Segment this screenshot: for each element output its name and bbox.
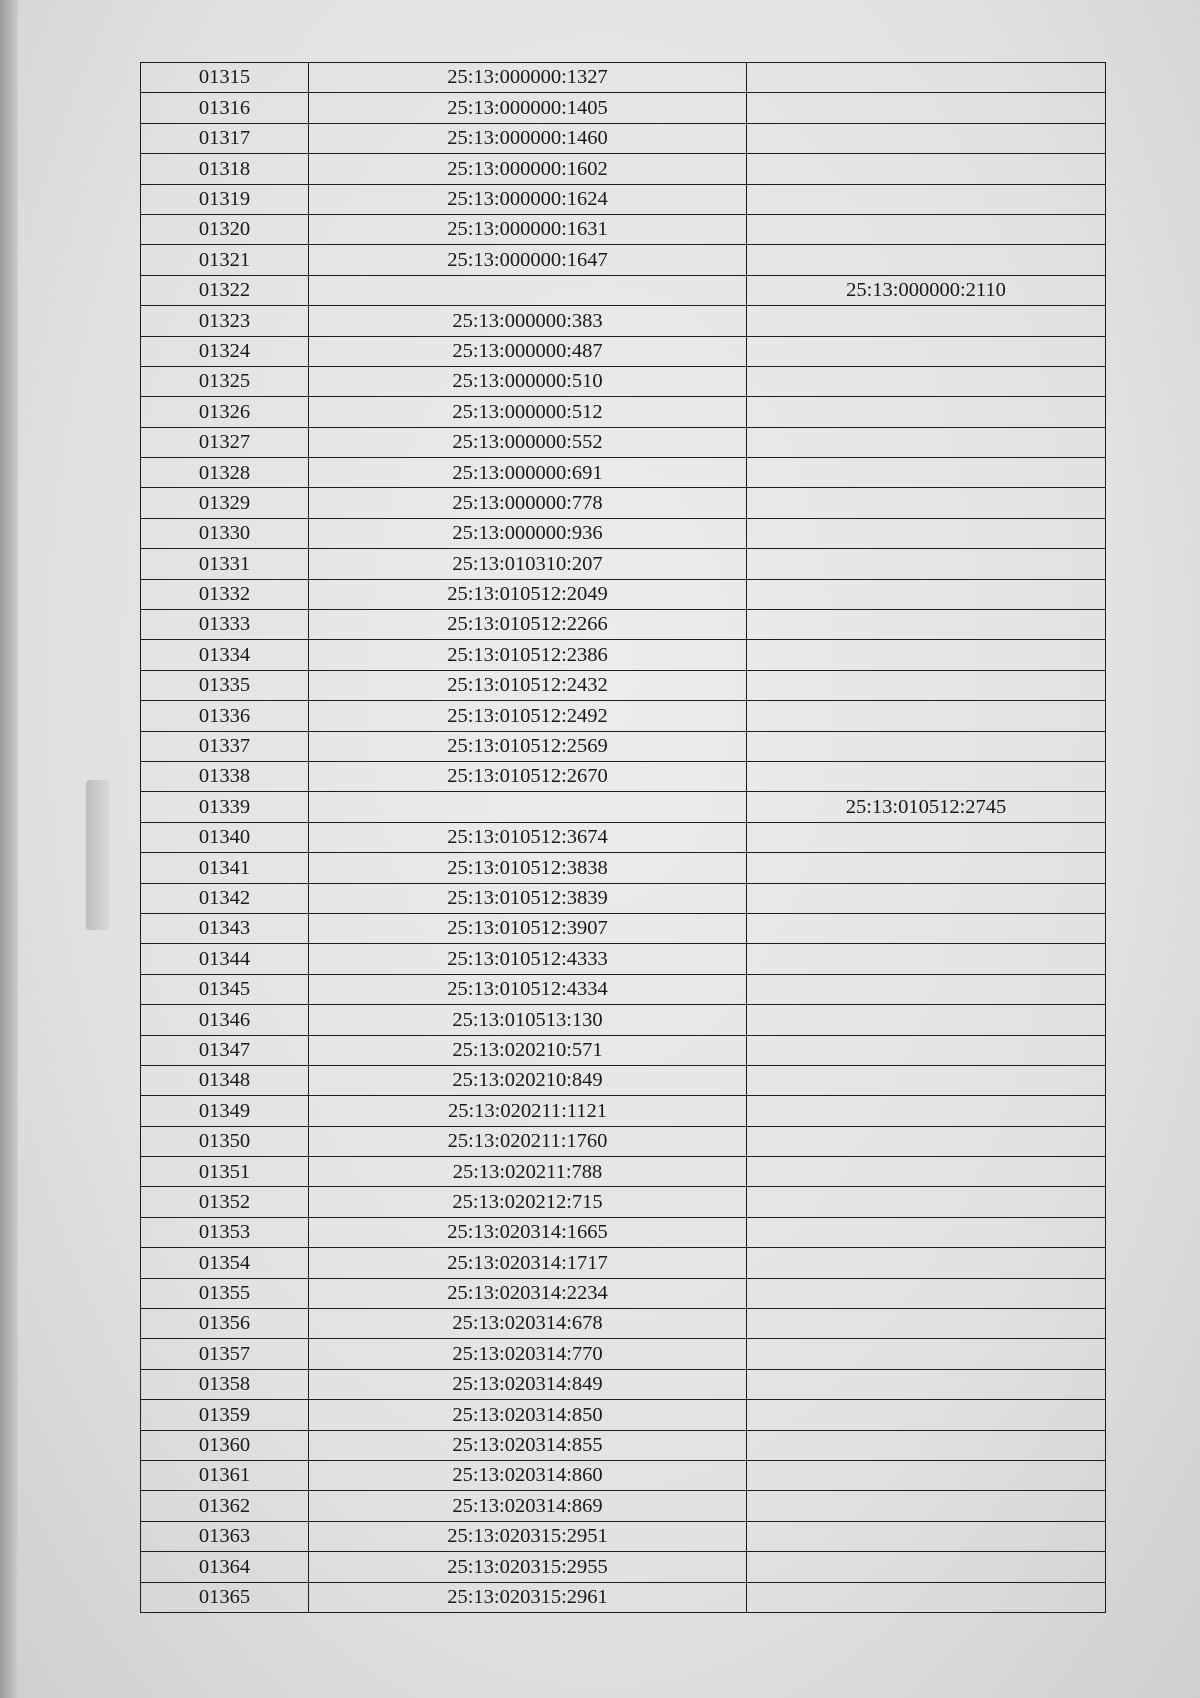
table-row [141,154,1106,184]
extra-cadastral-number-cell [747,1339,1106,1369]
table-row [141,1339,1106,1369]
row-number-cell: 01328 [141,458,309,488]
cadastral-number-cell: 25:13:010512:2670 [309,761,747,791]
table-row [141,306,1106,336]
row-number-cell: 01343 [141,913,309,943]
row-number-cell: 01337 [141,731,309,761]
cadastral-number-cell: 25:13:010310:207 [309,549,747,579]
extra-cadastral-number-cell [747,366,1106,396]
table-row [141,458,1106,488]
extra-cadastral-number-cell [747,123,1106,153]
table-row [141,1126,1106,1156]
cadastral-number-cell: 25:13:010512:4334 [309,974,747,1004]
cadastral-number-cell: 25:13:020315:2955 [309,1552,747,1582]
extra-cadastral-number-cell [747,701,1106,731]
row-number-cell: 01317 [141,123,309,153]
cadastral-number-cell: 25:13:010512:3839 [309,883,747,913]
extra-cadastral-number-cell [747,1430,1106,1460]
cadastral-number-cell: 25:13:010512:3907 [309,913,747,943]
table-row [141,853,1106,883]
extra-cadastral-number-cell [747,306,1106,336]
table-row [141,275,1106,305]
cadastral-number-cell: 25:13:000000:936 [309,518,747,548]
extra-cadastral-number-cell [747,1369,1106,1399]
extra-cadastral-number-cell [747,397,1106,427]
cadastral-number-cell: 25:13:020210:849 [309,1065,747,1095]
cadastral-number-cell: 25:13:020211:1121 [309,1096,747,1126]
extra-cadastral-number-cell [747,336,1106,366]
extra-cadastral-number-cell [747,1187,1106,1217]
table-row [141,1278,1106,1308]
table-row [141,610,1106,640]
extra-cadastral-number-cell [747,1065,1106,1095]
row-number-cell: 01325 [141,366,309,396]
extra-cadastral-number-cell [747,853,1106,883]
cadastral-number-cell: 25:13:000000:1631 [309,214,747,244]
cadastral-number-cell: 25:13:010512:2432 [309,670,747,700]
cadastral-number-cell: 25:13:000000:1624 [309,184,747,214]
cadastral-number-cell: 25:13:020314:855 [309,1430,747,1460]
cadastral-number-cell: 25:13:000000:778 [309,488,747,518]
extra-cadastral-number-cell [747,1552,1106,1582]
cadastral-number-cell [309,275,747,305]
table-row [141,792,1106,822]
table-row [141,245,1106,275]
extra-cadastral-number-cell [747,883,1106,913]
cadastral-number-cell: 25:13:020314:1665 [309,1217,747,1247]
cadastral-number-cell: 25:13:000000:383 [309,306,747,336]
row-number-cell: 01340 [141,822,309,852]
table-row [141,1096,1106,1126]
table-row [141,1217,1106,1247]
table-row [141,549,1106,579]
table-row [141,1400,1106,1430]
cadastral-number-cell: 25:13:010512:4333 [309,944,747,974]
row-number-cell: 01350 [141,1126,309,1156]
row-number-cell: 01344 [141,944,309,974]
table-row [141,1552,1106,1582]
row-number-cell: 01346 [141,1005,309,1035]
extra-cadastral-number-cell [747,1582,1106,1612]
extra-cadastral-number-cell [747,1005,1106,1035]
row-number-cell: 01353 [141,1217,309,1247]
cadastral-number-cell: 25:13:010512:3674 [309,822,747,852]
table-row [141,1430,1106,1460]
table-row [141,1309,1106,1339]
extra-cadastral-number-cell [747,974,1106,1004]
extra-cadastral-number-cell [747,184,1106,214]
extra-cadastral-number-cell [747,1248,1106,1278]
extra-cadastral-number-cell [747,1521,1106,1551]
table-row [141,214,1106,244]
extra-cadastral-number-cell [747,913,1106,943]
extra-cadastral-number-cell [747,93,1106,123]
cadastral-number-cell: 25:13:020211:788 [309,1157,747,1187]
table-row [141,336,1106,366]
cadastral-number-cell: 25:13:020210:571 [309,1035,747,1065]
extra-cadastral-number-cell [747,488,1106,518]
extra-cadastral-number-cell [747,1126,1106,1156]
row-number-cell: 01347 [141,1035,309,1065]
cadastral-number-cell: 25:13:000000:1460 [309,123,747,153]
row-number-cell: 01339 [141,792,309,822]
table-row [141,1491,1106,1521]
row-number-cell: 01354 [141,1248,309,1278]
row-number-cell: 01321 [141,245,309,275]
row-number-cell: 01331 [141,549,309,579]
table-row [141,63,1106,93]
scan-edge-shadow [0,0,18,1698]
cadastral-number-cell: 25:13:010512:3838 [309,853,747,883]
cadastral-number-cell: 25:13:020315:2951 [309,1521,747,1551]
row-number-cell: 01336 [141,701,309,731]
extra-cadastral-number-cell [747,518,1106,548]
cadastral-number-cell: 25:13:010512:2492 [309,701,747,731]
cadastral-number-cell: 25:13:010512:2386 [309,640,747,670]
cadastral-number-cell: 25:13:000000:510 [309,366,747,396]
row-number-cell: 01316 [141,93,309,123]
extra-cadastral-number-cell [747,640,1106,670]
row-number-cell: 01318 [141,154,309,184]
table-row [141,670,1106,700]
table-row [141,366,1106,396]
row-number-cell: 01324 [141,336,309,366]
row-number-cell: 01322 [141,275,309,305]
row-number-cell: 01357 [141,1339,309,1369]
table-row [141,397,1106,427]
extra-cadastral-number-cell [747,731,1106,761]
extra-cadastral-number-cell [747,245,1106,275]
row-number-cell: 01365 [141,1582,309,1612]
extra-cadastral-number-cell [747,1035,1106,1065]
row-number-cell: 01352 [141,1187,309,1217]
table-row [141,761,1106,791]
row-number-cell: 01332 [141,579,309,609]
cadastral-number-cell: 25:13:000000:1602 [309,154,747,184]
table-row [141,701,1106,731]
row-number-cell: 01327 [141,427,309,457]
table-row [141,944,1106,974]
table-row [141,822,1106,852]
cadastral-number-cell: 25:13:000000:691 [309,458,747,488]
row-number-cell: 01364 [141,1552,309,1582]
table-row [141,640,1106,670]
extra-cadastral-number-cell [747,1157,1106,1187]
row-number-cell: 01323 [141,306,309,336]
table-row [141,93,1106,123]
extra-cadastral-number-cell [747,1217,1106,1247]
extra-cadastral-number-cell [747,610,1106,640]
cadastral-number-cell: 25:13:010512:2049 [309,579,747,609]
table-row [141,913,1106,943]
cadastral-number-cell: 25:13:020314:1717 [309,1248,747,1278]
extra-cadastral-number-cell [747,214,1106,244]
cadastral-number-cell: 25:13:020315:2961 [309,1582,747,1612]
extra-cadastral-number-cell [747,944,1106,974]
extra-cadastral-number-cell [747,63,1106,93]
extra-cadastral-number-cell [747,458,1106,488]
row-number-cell: 01349 [141,1096,309,1126]
table-row [141,1005,1106,1035]
cadastral-number-cell: 25:13:020314:869 [309,1491,747,1521]
extra-cadastral-number-cell [747,670,1106,700]
row-number-cell: 01341 [141,853,309,883]
row-number-cell: 01329 [141,488,309,518]
row-number-cell: 01334 [141,640,309,670]
table-row [141,883,1106,913]
cadastral-number-cell: 25:13:000000:552 [309,427,747,457]
table-body [141,63,1106,1613]
table-row [141,427,1106,457]
row-number-cell: 01348 [141,1065,309,1095]
table-row [141,1369,1106,1399]
table-row [141,488,1106,518]
row-number-cell: 01361 [141,1460,309,1490]
table-row [141,1521,1106,1551]
cadastral-number-cell: 25:13:020314:860 [309,1460,747,1490]
cadastral-number-cell: 25:13:000000:1405 [309,93,747,123]
row-number-cell: 01363 [141,1521,309,1551]
extra-cadastral-number-cell: 25:13:010512:2745 [747,792,1106,822]
extra-cadastral-number-cell [747,154,1106,184]
table-row [141,1248,1106,1278]
row-number-cell: 01335 [141,670,309,700]
cadastral-number-cell: 25:13:000000:487 [309,336,747,366]
table-row [141,1187,1106,1217]
table-row [141,579,1106,609]
row-number-cell: 01319 [141,184,309,214]
cadastral-number-cell: 25:13:020211:1760 [309,1126,747,1156]
extra-cadastral-number-cell [747,1491,1106,1521]
cadastral-number-cell: 25:13:000000:1327 [309,63,747,93]
table-row [141,184,1106,214]
extra-cadastral-number-cell [747,1400,1106,1430]
row-number-cell: 01362 [141,1491,309,1521]
table-row [141,1065,1106,1095]
row-number-cell: 01351 [141,1157,309,1187]
table-row [141,1582,1106,1612]
row-number-cell: 01355 [141,1278,309,1308]
extra-cadastral-number-cell [747,579,1106,609]
extra-cadastral-number-cell [747,549,1106,579]
table-row [141,731,1106,761]
cadastral-number-table [140,62,1106,1613]
row-number-cell: 01356 [141,1309,309,1339]
extra-cadastral-number-cell [747,761,1106,791]
extra-cadastral-number-cell [747,427,1106,457]
table-row [141,1035,1106,1065]
cadastral-number-cell: 25:13:000000:1647 [309,245,747,275]
extra-cadastral-number-cell [747,1309,1106,1339]
row-number-cell: 01330 [141,518,309,548]
table-row [141,1157,1106,1187]
table-row [141,1460,1106,1490]
cadastral-number-cell: 25:13:020314:850 [309,1400,747,1430]
cadastral-number-cell: 25:13:020314:849 [309,1369,747,1399]
row-number-cell: 01345 [141,974,309,1004]
cadastral-number-cell: 25:13:020314:770 [309,1339,747,1369]
binding-mark [86,780,110,930]
cadastral-number-cell [309,792,747,822]
row-number-cell: 01333 [141,610,309,640]
row-number-cell: 01359 [141,1400,309,1430]
row-number-cell: 01326 [141,397,309,427]
row-number-cell: 01360 [141,1430,309,1460]
extra-cadastral-number-cell: 25:13:000000:2110 [747,275,1106,305]
cadastral-number-cell: 25:13:020212:715 [309,1187,747,1217]
table-row [141,123,1106,153]
extra-cadastral-number-cell [747,1096,1106,1126]
table-row [141,518,1106,548]
cadastral-number-cell: 25:13:000000:512 [309,397,747,427]
extra-cadastral-number-cell [747,1278,1106,1308]
row-number-cell: 01358 [141,1369,309,1399]
cadastral-number-cell: 25:13:020314:2234 [309,1278,747,1308]
row-number-cell: 01338 [141,761,309,791]
cadastral-number-cell: 25:13:010512:2266 [309,610,747,640]
extra-cadastral-number-cell [747,822,1106,852]
cadastral-number-cell: 25:13:020314:678 [309,1309,747,1339]
cadastral-number-cell: 25:13:010512:2569 [309,731,747,761]
table-row [141,974,1106,1004]
row-number-cell: 01342 [141,883,309,913]
cadastral-number-cell: 25:13:010513:130 [309,1005,747,1035]
row-number-cell: 01320 [141,214,309,244]
extra-cadastral-number-cell [747,1460,1106,1490]
row-number-cell: 01315 [141,63,309,93]
